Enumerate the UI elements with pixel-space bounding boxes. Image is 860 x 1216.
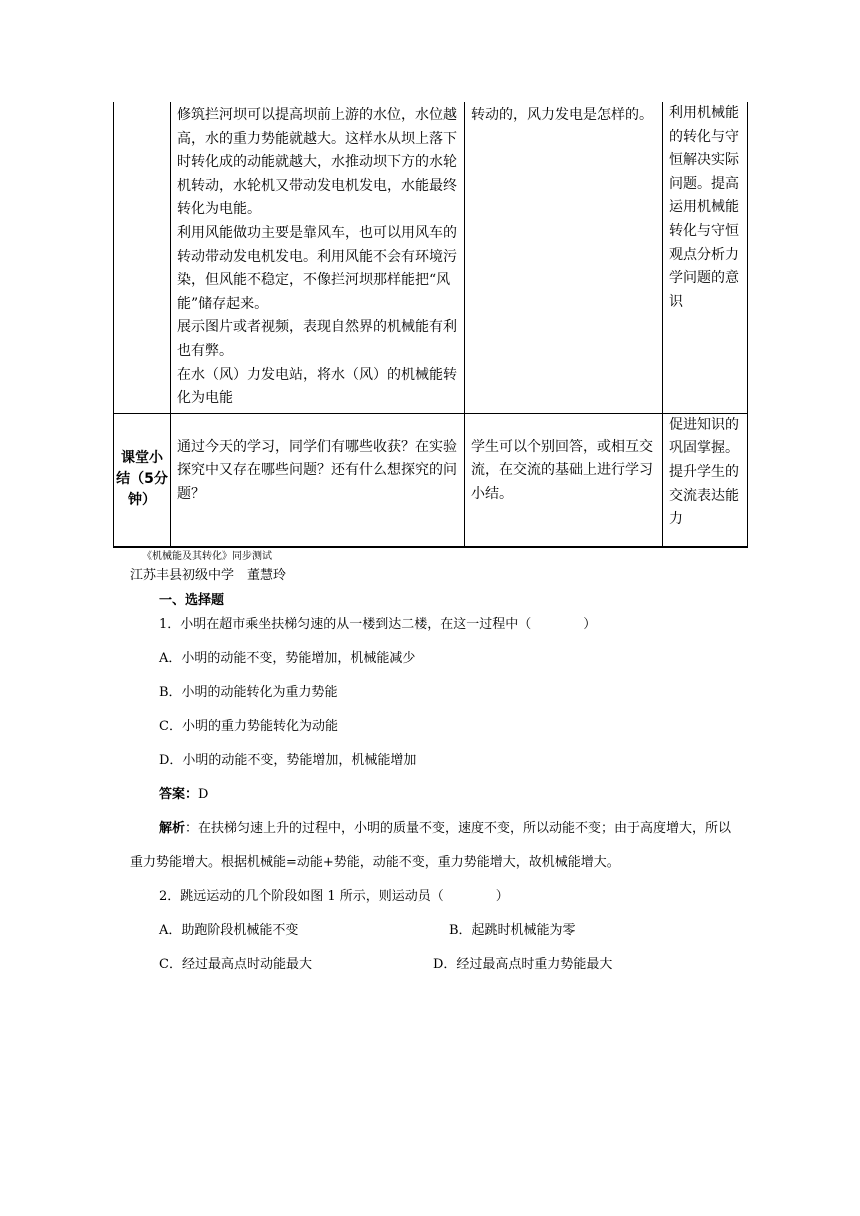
answer-value: D (198, 787, 209, 802)
question-1-analysis (130, 812, 744, 880)
question-2-stem: 2．跳远运动的几个阶段如图 1 所示，则运动员（ ） (159, 889, 509, 904)
analysis-label: 解析 (159, 821, 186, 836)
question-1-answer (159, 778, 750, 812)
teacher-paragraph: 展示图片或者视频，表现自然界的机械能有利也有弊。 (177, 319, 457, 359)
teacher-activity-cell: 通过今天的学习，同学们有哪些收获？在实验探究中又存在哪些问题？还有什么想探究的问题？ (171, 413, 465, 547)
doc-subtitle: 《机械能及其转化》同步测试 (142, 551, 272, 562)
question-2-option-d: D．经过最高点时重力势能最大 (433, 957, 613, 972)
teacher-activity-cell (171, 102, 465, 413)
lesson-plan-table (113, 102, 748, 548)
design-intent-cell: 利用机械能的转化与守恒解决实际问题。提高运用机械能转化与守恒观点分析力学问题的意识 (663, 102, 748, 413)
row-label-summary: 课堂小结（5分钟） (114, 413, 171, 547)
question-2-option-a: A．助跑阶段机械能不变 (159, 923, 299, 938)
question-1-option-b: B．小明的动能转化为重力势能 (159, 685, 338, 700)
teacher-paragraph: 在水（风）力发电站，将水（风）的机械能转化为电能 (177, 366, 457, 407)
quiz-document (130, 547, 750, 982)
question-2-options-row-1 (159, 914, 750, 948)
question-1-option-c: C．小明的重力势能转化为动能 (159, 719, 338, 734)
question-2-options-row-2 (159, 948, 750, 982)
question-2-option-b: B．起跳时机械能为零 (449, 923, 576, 938)
teacher-paragraph: 修筑拦河坝可以提高坝前上游的水位，水位越高，水的重力势能就越大。这样水从坝上落下时转化成的动能就越大，水推动坝下方的水轮机转动，水轮机又带动发电机发电，水能最终转化为电能。 (177, 107, 457, 218)
question-2-option-c: C．经过最高点时动能最大 (159, 957, 312, 972)
student-activity-cell: 学生可以个别回答，或相互交流，在交流的基础上进行学习小结。 (465, 413, 663, 547)
question-1-stem: 1．小明在超市乘坐扶梯匀速的从一楼到达二楼，在这一过程中（ ） (159, 617, 597, 632)
design-intent-cell: 促进知识的巩固掌握。提升学生的交流表达能力 (663, 413, 748, 547)
teacher-paragraph: 利用风能做功主要是靠风车，也可以用风车的转动带动发电机发电。利用风能不会有环境污染，但风能不稳定，不像拦河坝那样能把“风能”储存起来。 (177, 224, 457, 312)
analysis-text: ：在扶梯匀速上升的过程中，小明的质量不变，速度不变，所以动能不变；由于高度增大，所以重力势能增大。根据机械能=动能+势能，动能不变，重力势能增大，故机械能增大。 (130, 821, 732, 870)
section-heading: 一、选择题 (159, 593, 225, 608)
table-row (114, 102, 748, 413)
answer-label: 答案： (159, 787, 199, 802)
table-row (114, 413, 748, 547)
student-activity-cell: 转动的，风力发电是怎样的。 (465, 102, 663, 413)
question-1-option-d: D．小明的动能不变，势能增加，机械能增加 (159, 753, 417, 768)
question-1-option-a: A．小明的动能不变，势能增加，机械能减少 (159, 651, 416, 666)
doc-author: 江苏丰县初级中学 董慧玲 (130, 568, 287, 583)
row-label (114, 102, 171, 413)
